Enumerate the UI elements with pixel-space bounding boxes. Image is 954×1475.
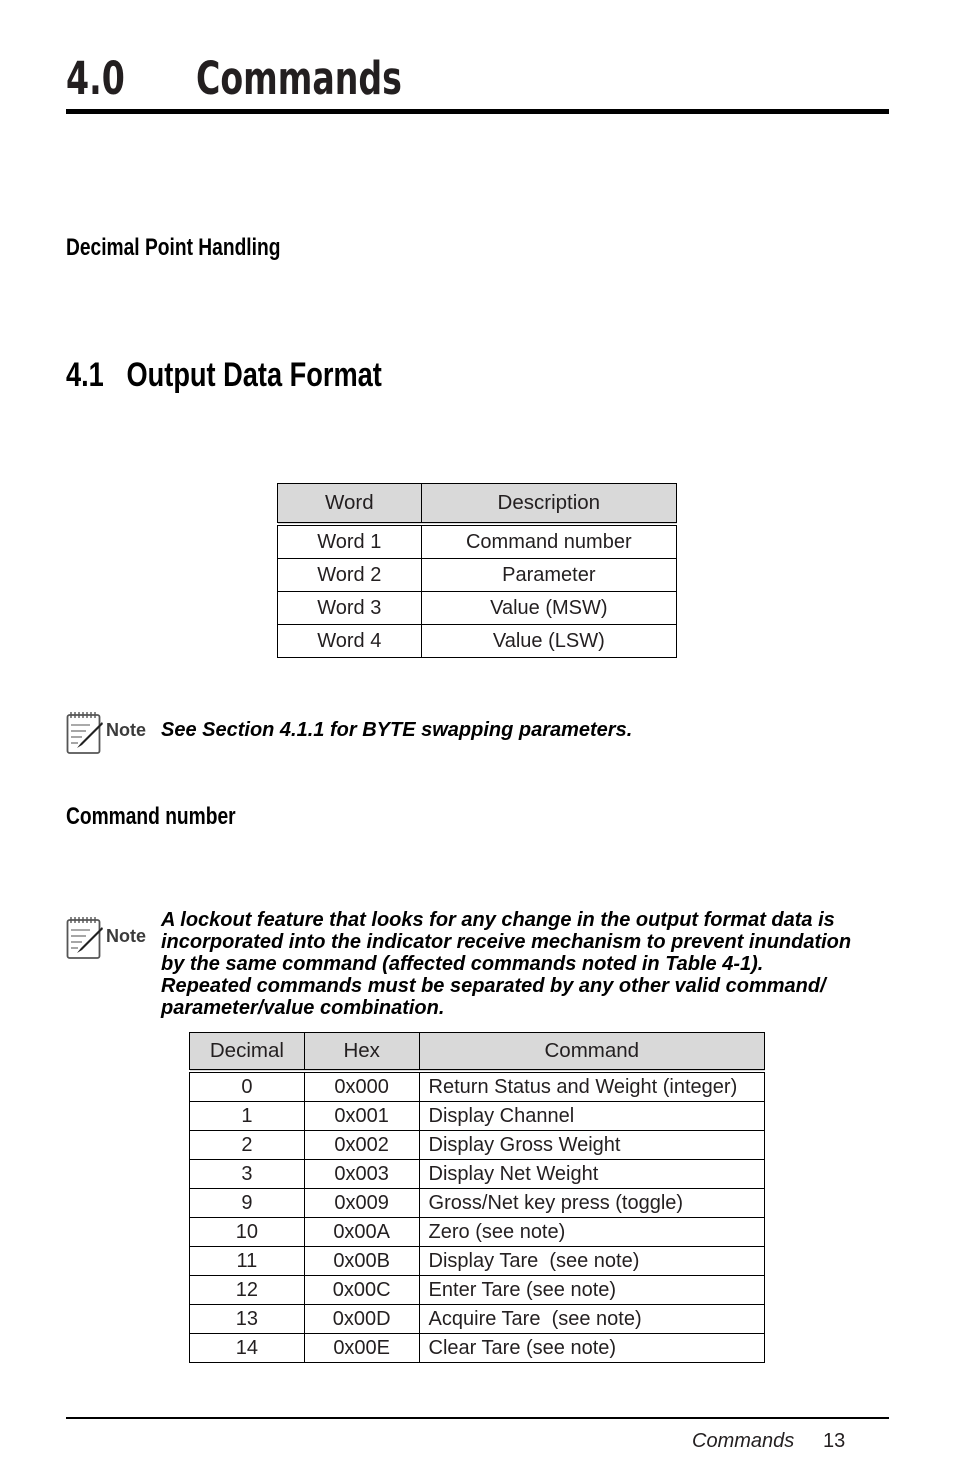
table-row [190, 1334, 765, 1363]
chapter-heading [66, 50, 889, 114]
section-title: Output Data Format [126, 356, 382, 394]
table-cell: Enter Tare (see note) [419, 1276, 764, 1305]
table-cell: 10 [190, 1218, 305, 1247]
table-cell: Acquire Tare (see note) [419, 1305, 764, 1334]
table-cell: 1 [190, 1102, 305, 1131]
table-cell: Clear Tare (see note) [419, 1334, 764, 1363]
table-cell: 0x00C [304, 1276, 419, 1305]
note-line: incorporated into the indicator receive mechanism to prevent inundation [161, 931, 852, 953]
table-cell: Display Tare (see note) [419, 1247, 764, 1276]
table-cell: 11 [190, 1247, 305, 1276]
table-cell: Value (MSW) [421, 592, 676, 625]
table-cell: 2 [190, 1131, 305, 1160]
table-row [190, 1305, 765, 1334]
table-cell: Display Gross Weight [419, 1131, 764, 1160]
table-cell: 0x001 [304, 1102, 419, 1131]
table-cell: Command number [421, 524, 676, 559]
command-table [189, 1032, 765, 1363]
footer-section: Commands [692, 1430, 795, 1452]
word-table [277, 483, 677, 658]
table-cell: Word 1 [278, 524, 422, 559]
column-header: Word [278, 484, 422, 525]
table-cell: 13 [190, 1305, 305, 1334]
page-number: 13 [823, 1430, 846, 1452]
table-cell: Parameter [421, 559, 676, 592]
table-row [190, 1276, 765, 1305]
column-header: Description [421, 484, 676, 525]
note-text-block [161, 909, 889, 1019]
note-box [66, 915, 104, 966]
note-box [66, 710, 104, 761]
table-cell: Display Channel [419, 1102, 764, 1131]
note-line: A lockout feature that looks for any change in the output format data is [161, 909, 835, 931]
note-line: parameter/value combination. [161, 997, 445, 1019]
table-cell: Gross/Net key press (toggle) [419, 1189, 764, 1218]
table-row [190, 1102, 765, 1131]
table-row [190, 1247, 765, 1276]
section-number: 4.1 [66, 356, 104, 394]
table-row [278, 524, 677, 559]
table-cell: Word 4 [278, 625, 422, 658]
note-line: Repeated commands must be separated by any other valid command/ [161, 975, 826, 997]
table-cell: Value (LSW) [421, 625, 676, 658]
column-header: Decimal [190, 1033, 305, 1072]
table-row [190, 1160, 765, 1189]
section-heading-output-data-format [66, 356, 382, 395]
heading-command-number: Command number [66, 803, 236, 830]
table-row [278, 592, 677, 625]
note-label: Note [106, 720, 146, 740]
column-header: Command [419, 1033, 764, 1072]
table-cell: 0x00E [304, 1334, 419, 1363]
table-row [190, 1189, 765, 1218]
table-cell: Word 2 [278, 559, 422, 592]
table-cell: 14 [190, 1334, 305, 1363]
table-row [278, 559, 677, 592]
note-text: See Section 4.1.1 for BYTE swapping parameters. [161, 719, 633, 741]
table-cell: Display Net Weight [419, 1160, 764, 1189]
table-header-row [278, 484, 677, 525]
table-cell: 0x00A [304, 1218, 419, 1247]
table-cell: 0 [190, 1071, 305, 1102]
table-row [190, 1071, 765, 1102]
table-cell: 0x009 [304, 1189, 419, 1218]
table-cell: 0x00B [304, 1247, 419, 1276]
footer-rule [66, 1417, 889, 1419]
table-cell: 0x003 [304, 1160, 419, 1189]
notepad-pencil-icon [66, 710, 104, 756]
table-cell: 3 [190, 1160, 305, 1189]
table-cell: 0x00D [304, 1305, 419, 1334]
chapter-number: 4.0 [66, 52, 125, 105]
table-cell: Zero (see note) [419, 1218, 764, 1247]
column-header: Hex [304, 1033, 419, 1072]
table-cell: 12 [190, 1276, 305, 1305]
table-row [278, 625, 677, 658]
table-cell: Word 3 [278, 592, 422, 625]
table-cell: 0x002 [304, 1131, 419, 1160]
table-row [190, 1218, 765, 1247]
heading-decimal-point-handling: Decimal Point Handling [66, 234, 281, 261]
table-cell: 9 [190, 1189, 305, 1218]
chapter-title: Commands [196, 52, 402, 105]
table-row [190, 1131, 765, 1160]
note-label: Note [106, 926, 146, 946]
notepad-pencil-icon [66, 915, 104, 961]
table-cell: Return Status and Weight (integer) [419, 1071, 764, 1102]
note-line: by the same command (affected commands noted in Table 4-1). [161, 953, 764, 975]
table-header-row [190, 1033, 765, 1072]
table-cell: 0x000 [304, 1071, 419, 1102]
